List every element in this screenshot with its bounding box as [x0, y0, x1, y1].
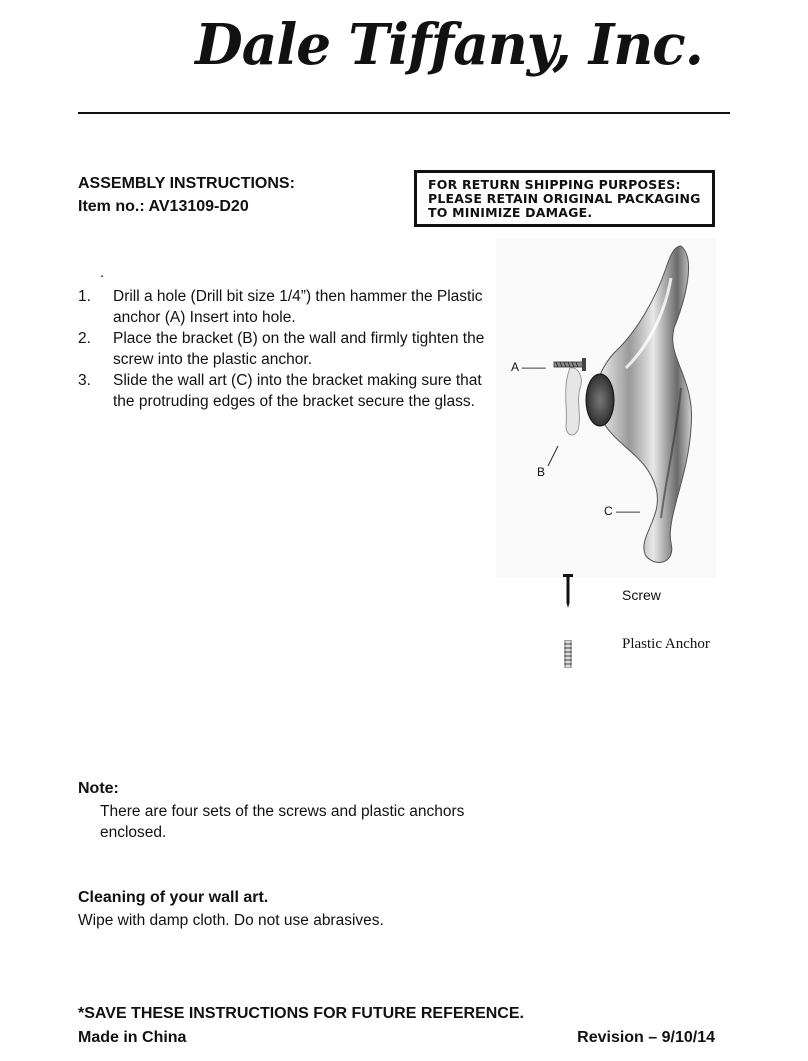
notice-line-1: FOR RETURN SHIPPING PURPOSES:	[428, 177, 681, 192]
made-in: Made in China	[78, 1029, 187, 1046]
step-text: Drill a hole (Drill bit size 1/4”) then hammer the Plastic anchor (A) Insert into hole.	[113, 288, 483, 326]
notice-line-3: TO MINIMIZE DAMAGE.	[428, 205, 593, 220]
label-a: A ——	[511, 360, 546, 374]
note-body: There are four sets of the screws and plastic anchors enclosed.	[100, 803, 465, 841]
cleaning-body: Wipe with damp cloth. Do not use abrasives.	[78, 912, 384, 929]
assembly-heading: ASSEMBLY INSTRUCTIONS:	[78, 175, 295, 192]
step-item	[78, 370, 498, 412]
return-shipping-notice	[414, 170, 715, 227]
bracket-b	[566, 368, 582, 435]
note-heading: Note:	[78, 780, 119, 797]
stray-mark: .	[100, 264, 105, 281]
step-number: 3.	[78, 372, 91, 389]
step-number: 1.	[78, 288, 91, 305]
step-item	[78, 286, 498, 328]
save-instructions: *SAVE THESE INSTRUCTIONS FOR FUTURE REFERENCE.	[78, 1005, 524, 1022]
anchor-caption: Plastic Anchor	[622, 636, 710, 652]
step-number: 2.	[78, 330, 91, 347]
step-text: Slide the wall art (C) into the bracket making sure that the protruding edges of the bracket secure the glass.	[113, 372, 482, 410]
company-logo: Dale Tiffany, Inc.	[195, 12, 703, 78]
notice-line-2: PLEASE RETAIN ORIGINAL PACKAGING	[428, 191, 701, 206]
step-item	[78, 328, 498, 370]
item-number: Item no.: AV13109-D20	[78, 198, 249, 215]
plastic-anchor-icon	[563, 640, 573, 668]
revision-date: Revision – 9/10/14	[577, 1029, 715, 1046]
label-c: C ——	[604, 504, 640, 518]
bracket-cup	[586, 374, 614, 426]
header-divider	[78, 112, 730, 114]
step-text: Place the bracket (B) on the wall and firmly tighten the screw into the plastic anchor.	[113, 330, 485, 368]
label-b: B	[537, 465, 546, 479]
screw-icon	[562, 574, 574, 608]
cleaning-heading: Cleaning of your wall art.	[78, 889, 269, 906]
screw-caption: Screw	[622, 587, 661, 603]
instruction-steps	[78, 286, 498, 412]
wall-art-illustration	[496, 238, 716, 578]
